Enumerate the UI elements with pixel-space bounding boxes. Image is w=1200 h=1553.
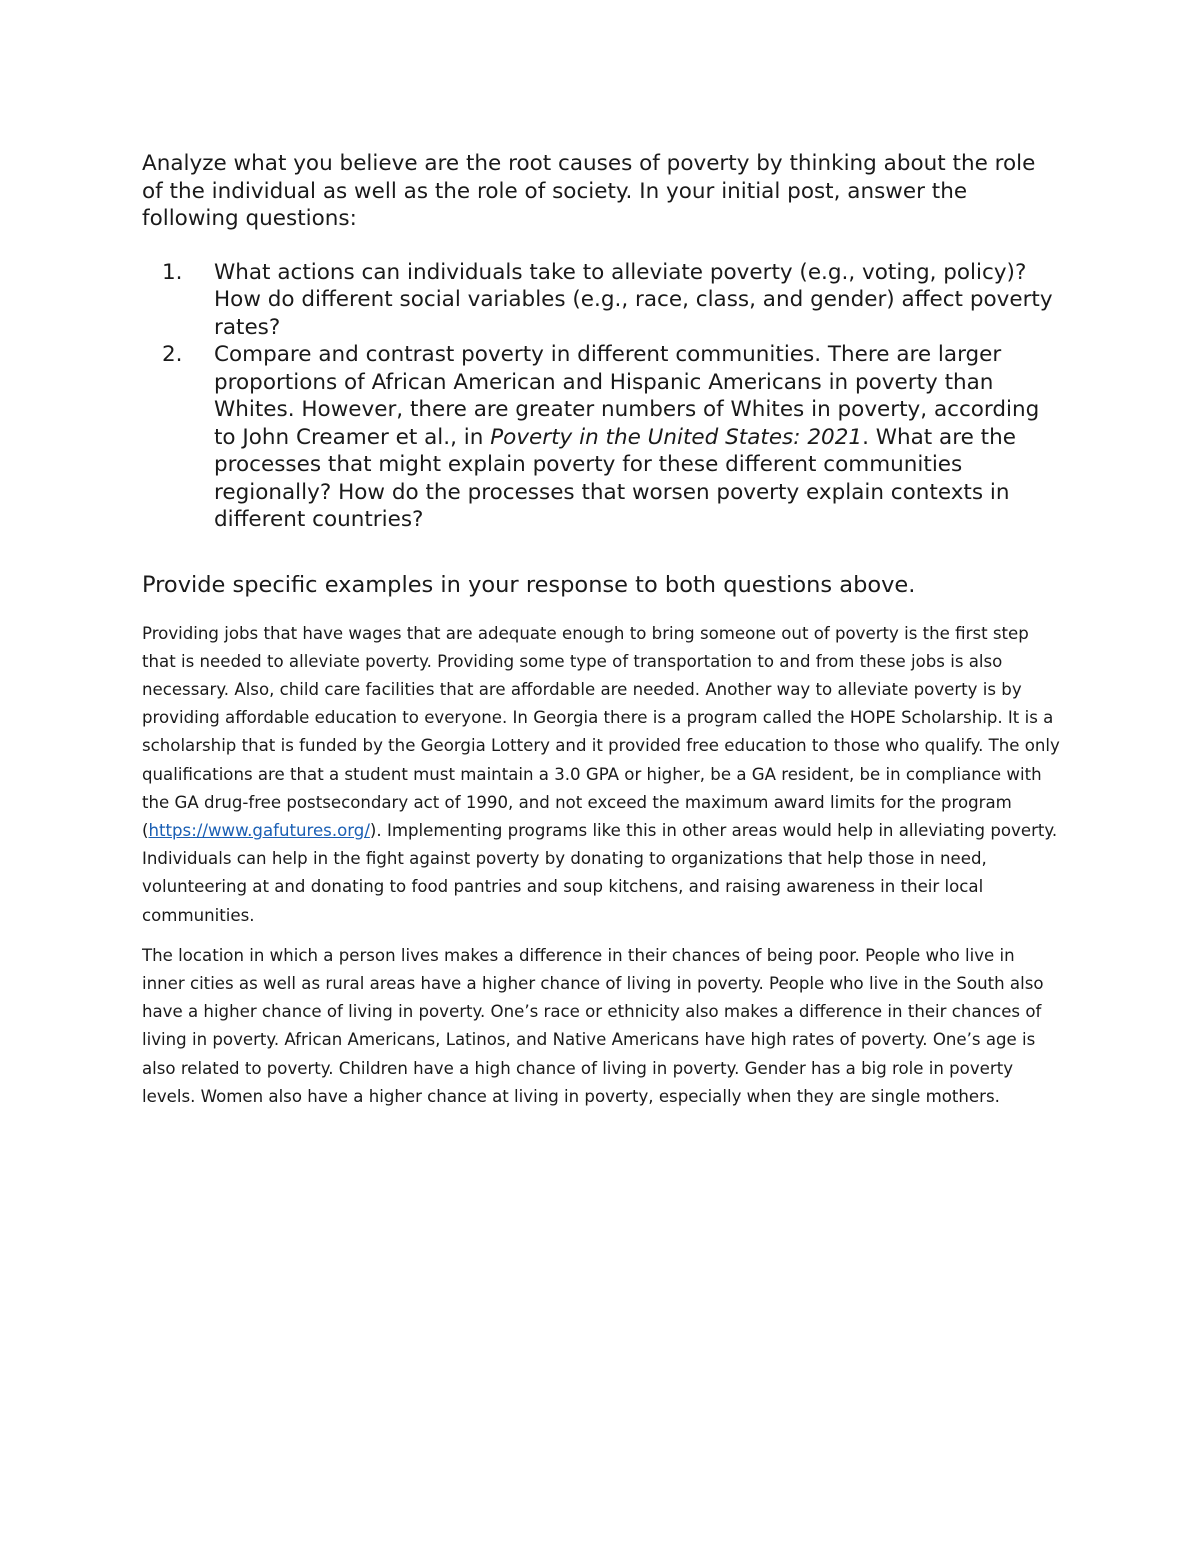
question-text-continued: . What are the processes that might explain poverty for these different communities regionally? How do the processes that worsen poverty explain contexts in different countries? <box>214 424 1016 532</box>
question-item <box>142 341 1062 534</box>
gafutures-link[interactable]: https://www.gafutures.org/ <box>148 820 370 840</box>
question-list <box>142 259 1062 534</box>
response-paragraph-2: The location in which a person lives makes a difference in their chances of being poor. People who live in inner cities as well as rural areas have a higher chance of living in poverty. People who live in the South also have a higher chance of living in poverty. One’s race or ethnicity also makes a difference in their chances of living in poverty. African Americans, Latinos, and Native Americans have high rates of poverty. One’s age is also related to poverty. Children have a high chance of living in poverty. Gender has a big role in poverty levels. Women also have a higher chance at living in poverty, especially when they are single mothers. <box>142 945 1044 1106</box>
question-number: 1. <box>162 259 183 285</box>
report-title: Poverty in the United States: 2021 <box>490 424 863 450</box>
response-text: Providing jobs that have wages that are adequate enough to bring someone out of poverty is the first step that is needed to alleviate poverty. Providing some type of transportation to and from these jobs is also necessary. Also, child care facilities that are affordable are needed. Another way to alleviate poverty is by providing affordable education to everyone. In Georgia there is a program called the HOPE Scholarship. It is a scholarship that is funded by the Georgia Lottery and it provided free education to those who qualify. The only qualifications are that a student must maintain a 3.0 GPA or higher, be a GA resident, be in compliance with the GA drug-free postsecondary act of 1990, and not exceed the maximum award limits for the program ( <box>142 623 1060 840</box>
instruction-heading: Provide specific examples in your response to both questions above. <box>142 571 916 598</box>
prompt-intro: Analyze what you believe are the root causes of poverty by thinking about the role of the individual as well as the role of society. In your initial post, answer the following questions: <box>142 151 1036 231</box>
question-item <box>142 259 1062 342</box>
response-text-continued: ). Implementing programs like this in other areas would help in alleviating poverty. Individuals can help in the fight against poverty by donating to organizations that help those in need, volunteering at and donating to food pantries and soup kitchens, and raising awareness in their local communities. <box>142 820 1058 925</box>
question-text: What actions can individuals take to alleviate poverty (e.g., voting, policy)? How do different social variables (e.g., race, class, and gender) affect poverty rates? <box>214 259 1053 340</box>
document-body <box>142 150 1062 1111</box>
response-paragraph-1 <box>142 620 1062 930</box>
question-text: Compare and contrast poverty in different communities. There are larger proportions of African American and Hispanic Americans in poverty than Whites. However, there are greater numbers of Whites in poverty, according to John Creamer et al., in <box>214 342 1040 450</box>
question-number: 2. <box>162 342 183 367</box>
